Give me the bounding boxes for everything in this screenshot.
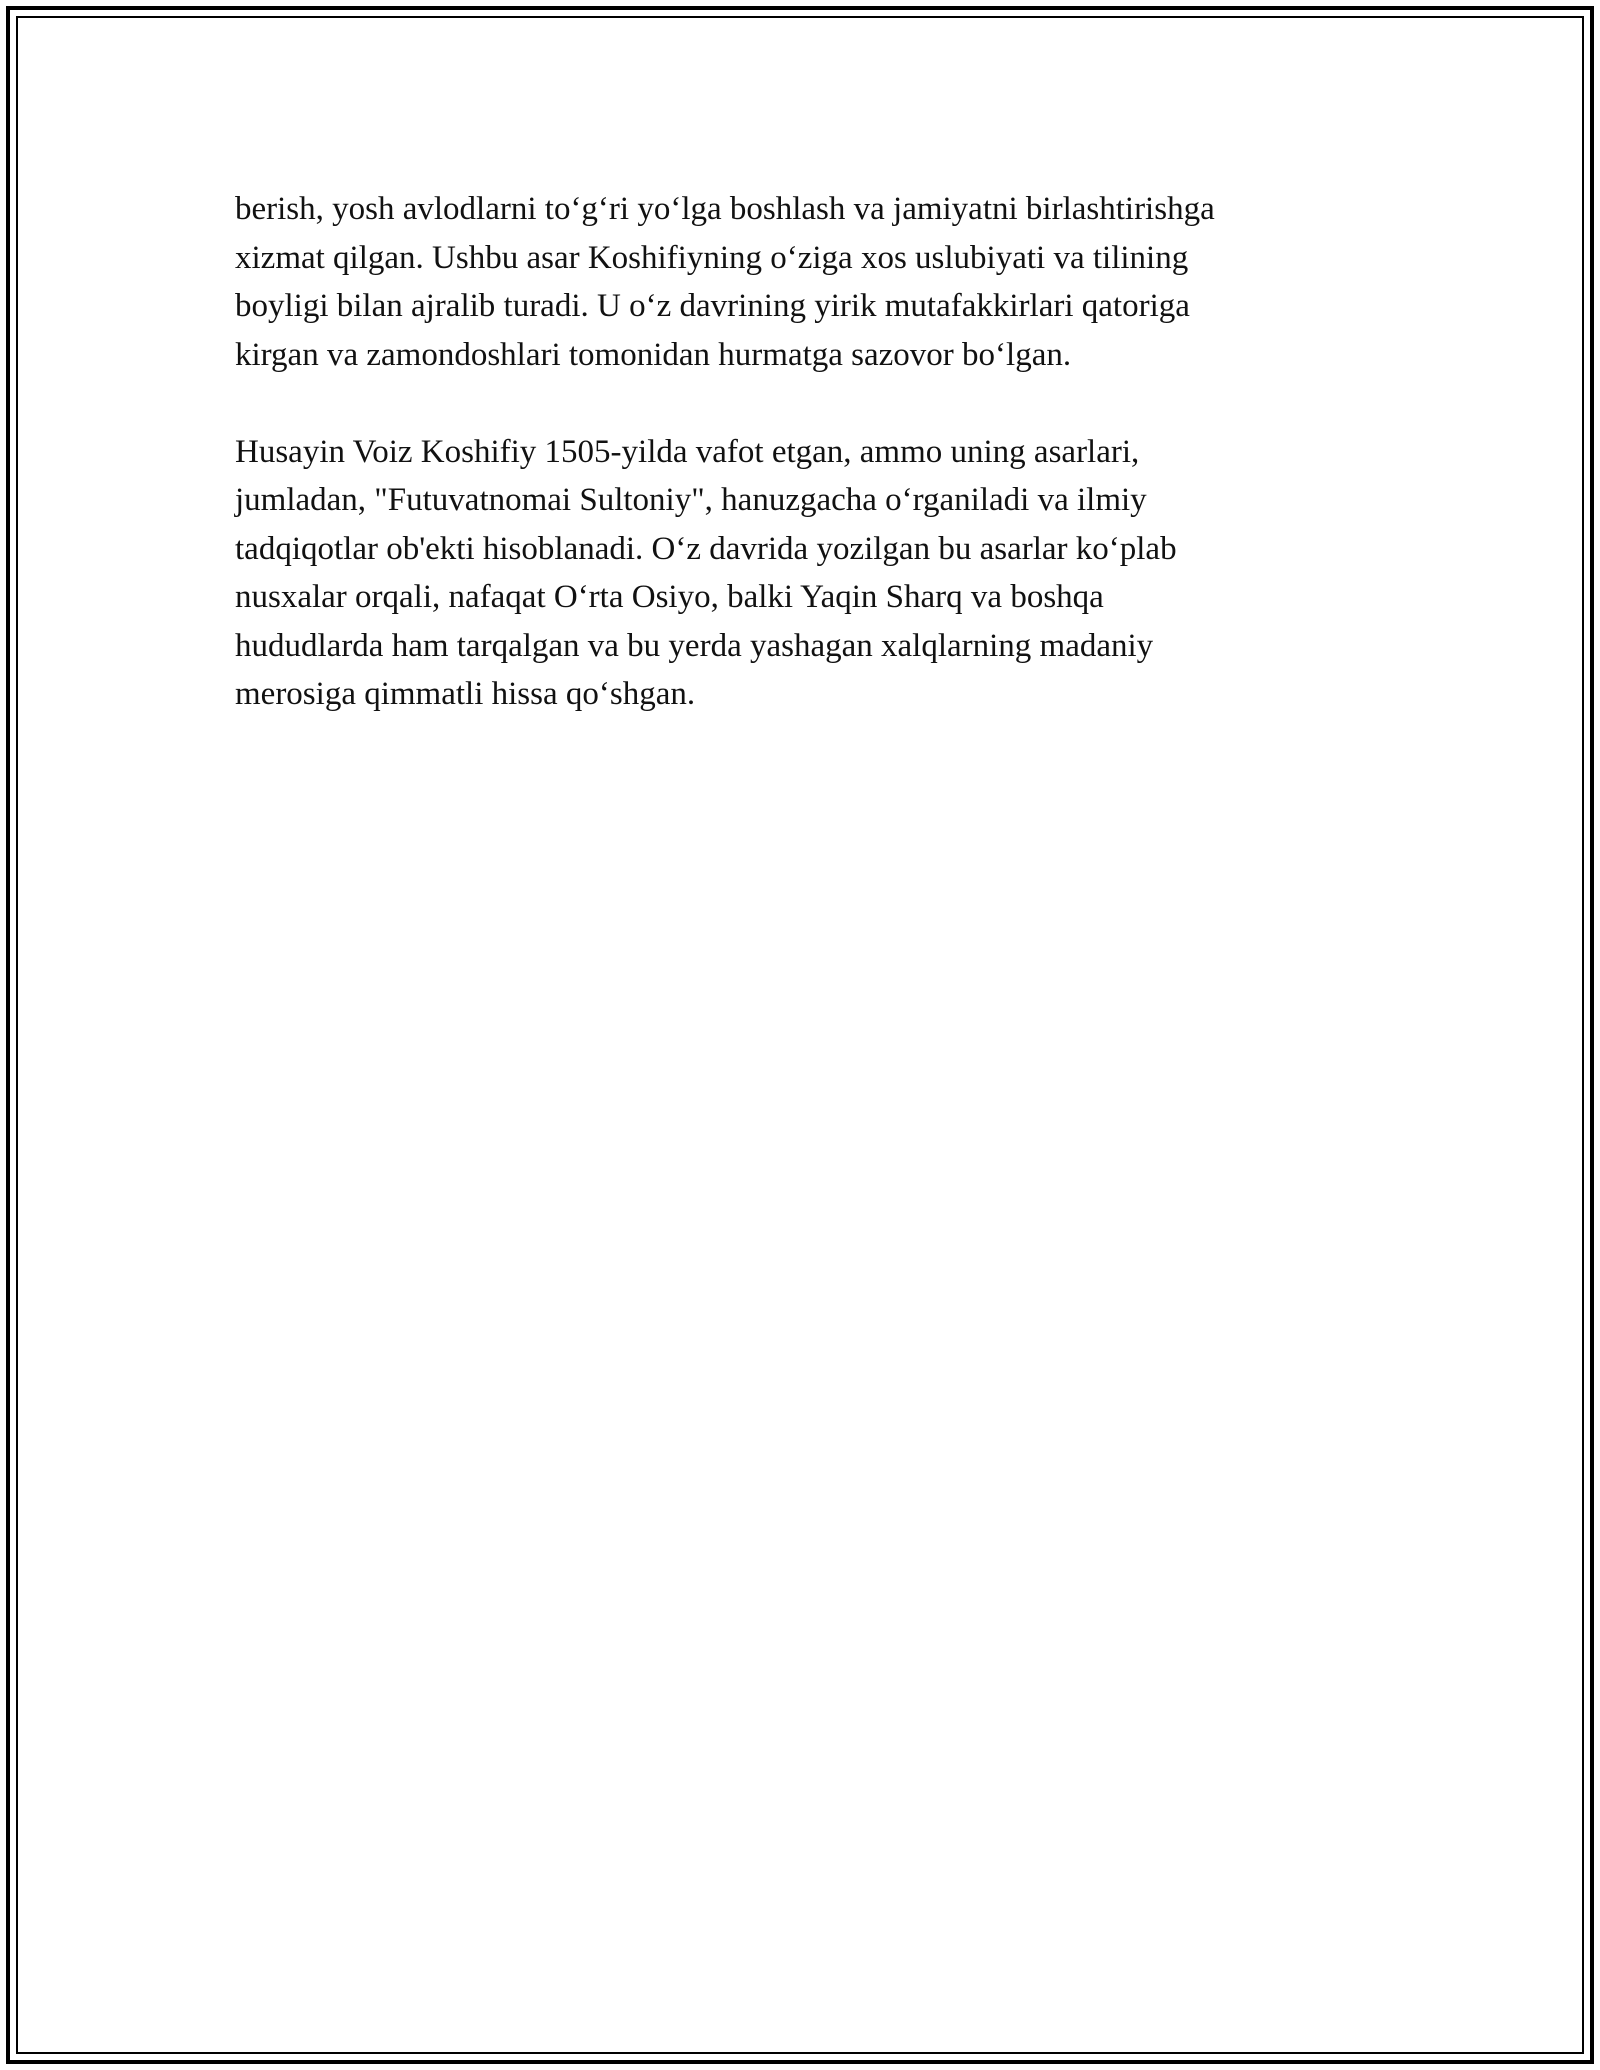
paragraph-1 [235, 185, 1345, 379]
text-line: nusxalar orqali, nafaqat O‘rta Osiyo, balki Yaqin Sharq va boshqa [235, 579, 1104, 615]
text-line: kirgan va zamondoshlari tomonidan hurmatga sazovor bo‘lgan. [235, 336, 1072, 373]
text-line: xizmat qilgan. Ushbu asar Koshifiyning o‘ziga xos uslubiyati va tilining [235, 239, 1189, 276]
text-line: merosiga qimmatli hissa qo‘shgan. [235, 676, 696, 712]
page-body [235, 185, 1345, 719]
text-line: jumladan, "Futuvatnomai Sultoniy", hanuzgacha o‘rganiladi va ilmiy [235, 482, 1147, 518]
text-line: boyligi bilan ajralib turadi. U o‘z davrining yirik mutafakkirlari qatoriga [235, 288, 1190, 324]
text-line: tadqiqotlar ob'ekti hisoblanadi. O‘z davrida yozilgan bu asarlar ko‘plab [235, 530, 1177, 567]
text-line: berish, yosh avlodlarni to‘g‘ri yo‘lga boshlash va jamiyatni birlashtirishga [235, 191, 1215, 227]
paragraph-2 [235, 428, 1345, 719]
paragraph-spacer [235, 379, 1345, 428]
text-line: hududlarda ham tarqalgan va bu yerda yashagan xalqlarning madaniy [235, 627, 1154, 664]
text-line: Husayin Voiz Koshifiy 1505-yilda vafot etgan, ammo uning asarlari, [235, 433, 1140, 470]
